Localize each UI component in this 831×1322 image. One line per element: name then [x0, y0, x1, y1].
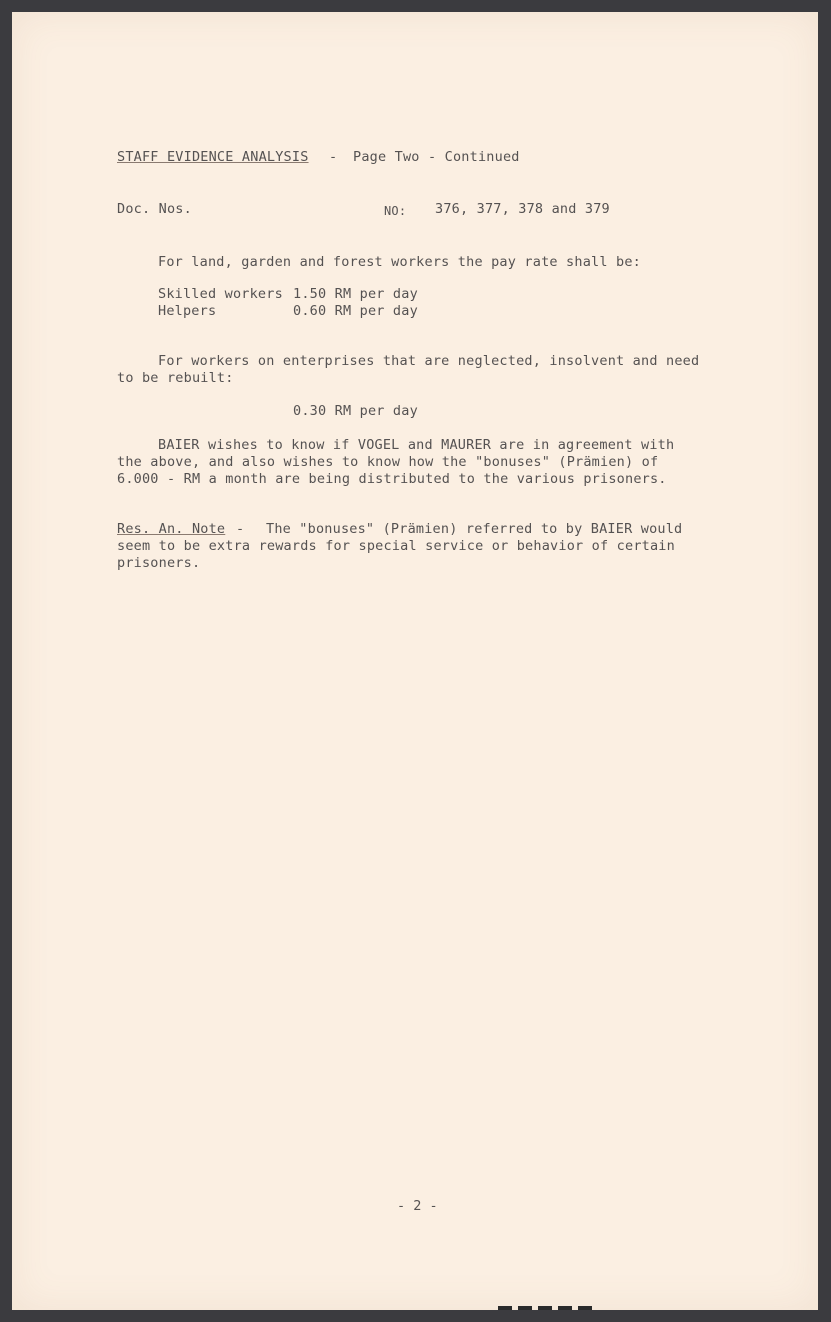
- rate-label-helpers: Helpers: [158, 303, 217, 319]
- scan-edge-mark: [498, 1306, 598, 1310]
- page-label: Page Two: [353, 149, 420, 165]
- nos-label: NO:: [384, 204, 407, 218]
- title-separator: -: [329, 149, 338, 165]
- baier-line-2: the above, and also wishes to know how the "bonuses" (Prämien) of: [117, 454, 659, 470]
- rate-value-skilled: 1.50 RM per day: [293, 286, 418, 302]
- enterprise-rate: 0.30 RM per day: [293, 403, 418, 419]
- rate-label-skilled: Skilled workers: [158, 286, 283, 302]
- document-page: [12, 12, 818, 1310]
- rate-value-helpers: 0.60 RM per day: [293, 303, 418, 319]
- note-dash: -: [236, 521, 245, 537]
- note-line-3: prisoners.: [117, 555, 201, 571]
- note-line-1: The "bonuses" (Prämien) referred to by BAIER would: [266, 521, 683, 537]
- pay-rate-intro: For land, garden and forest workers the pay rate shall be:: [158, 254, 642, 270]
- baier-line-3: 6.000 - RM a month are being distributed to the various prisoners.: [117, 471, 667, 487]
- doc-nos-label: Doc. Nos.: [117, 201, 192, 217]
- enterprise-line-1: For workers on enterprises that are neglected, insolvent and need: [158, 353, 700, 369]
- baier-line-1: BAIER wishes to know if VOGEL and MAURER are in agreement with: [158, 437, 675, 453]
- continued-label: - Continued: [428, 149, 520, 165]
- note-label: Res. An. Note: [117, 521, 226, 537]
- doc-nos-values: 376, 377, 378 and 379: [435, 201, 610, 217]
- enterprise-line-2: to be rebuilt:: [117, 370, 234, 386]
- document-title: STAFF EVIDENCE ANALYSIS: [117, 149, 309, 165]
- note-line-2: seem to be extra rewards for special service or behavior of certain: [117, 538, 675, 554]
- page-number: - 2 -: [397, 1198, 438, 1214]
